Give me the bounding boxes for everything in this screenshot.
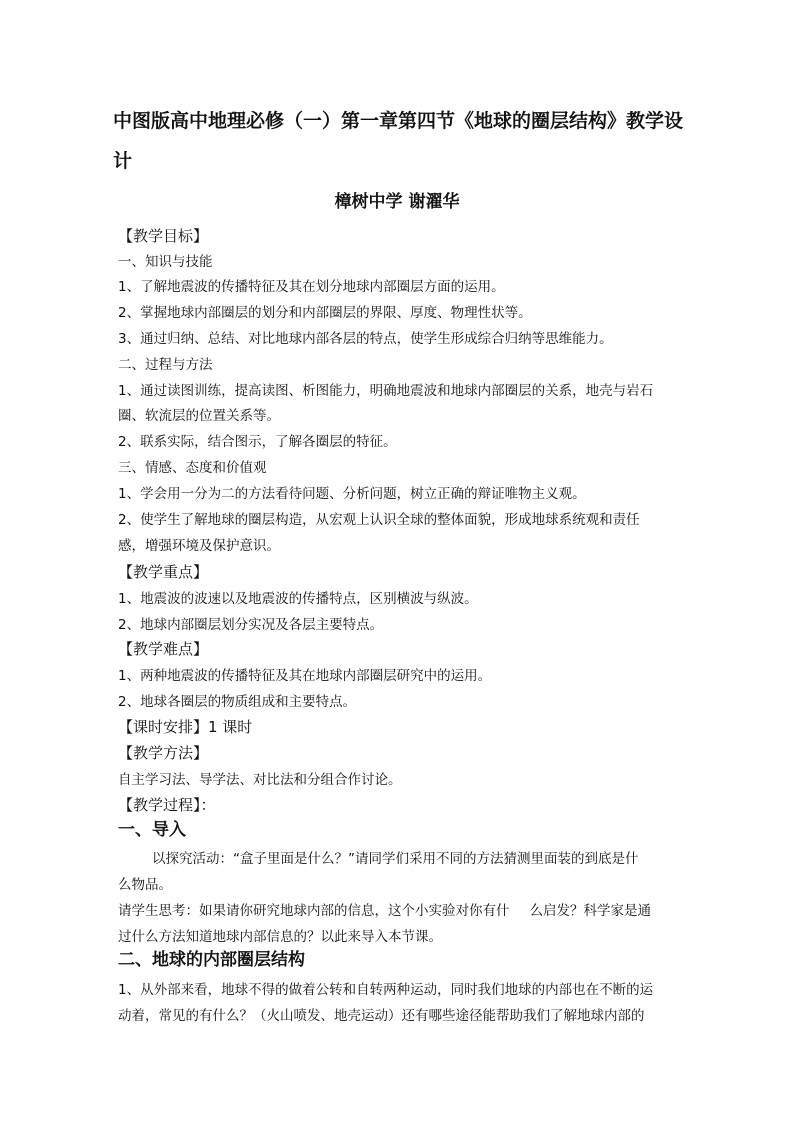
list-item: 1、地震波的波速以及地震波的传播特点，区别横波与纵波。 [118,591,478,607]
list-item: 3、通过归纳、总结、对比地球内部各层的特点，使学生形成综合归纳等思维能力。 [118,331,613,347]
subheading-knowledge: 一、知识与技能 [118,254,213,270]
subheading-inner-structure: 二、地球的内部圈层结构 [118,950,305,970]
paragraph-fragment: 么启发？科学家是通 [529,903,651,919]
list-item: 2、掌握地球内部圈层的划分和内部圈层的界限、厚度、物理性状等。 [118,305,532,321]
list-item: 2、使学生了解地球的圈层构造，从宏观上认识全球的整体面貌，形成地球系统观和责任 [118,512,640,528]
subheading-process: 二、过程与方法 [118,357,213,373]
section-heading-objectives: 【教学目标】 [118,227,209,245]
paragraph-line: 过什么方法知道地球内部信息的？以此来导入本节课。 [118,929,442,945]
methods-text: 自主学习法、导学法、对比法和分组合作讨论。 [118,772,402,788]
paragraph-line: 以探究活动：“盒子里面是什么？”请同学们采用不同的方法猜测里面装的到底是什 [152,851,639,867]
section-heading-process: 【教学过程】： [118,796,216,814]
list-item: 2、地球各圈层的物质组成和主要特点。 [118,694,357,710]
subheading-values: 三、情感、态度和价值观 [118,460,267,476]
list-item-continued: 感，增强环境及保护意识。 [118,538,280,554]
list-item: 2、地球内部圈层划分实况及各层主要特点。 [118,617,384,633]
list-item: 2、联系实际，结合图示，了解各圈层的特征。 [118,434,397,450]
section-heading-methods: 【教学方法】 [118,744,209,762]
document-title: 中图版高中地理必修（一）第一章第四节《地球的圈层结构》教学设计 [113,110,684,172]
list-item: 1、两种地震波的传播特征及其在地球内部圈层研究中的运用。 [118,668,492,684]
section-heading-key-points: 【教学重点】 [118,563,209,581]
list-item: 1、了解地震波的传播特征及其在划分地球内部圈层方面的运用。 [118,279,505,295]
paragraph-line: 1、从外部来看，地球不得的做着公转和自转两种运动，同时我们地球的内部也在不断的运 [118,982,654,998]
list-item-continued: 圈、软流层的位置关系等。 [118,408,280,424]
section-heading-schedule: 【课时安排】1 课时 [118,718,253,736]
list-item: 1、通过读图训练，提高读图、析图能力，明确地震波和地球内部圈层的关系，地壳与岩石 [118,383,654,399]
section-heading-difficulties: 【教学难点】 [118,640,209,658]
paragraph-line [118,902,688,920]
subheading-introduction: 一、导入 [118,820,186,840]
paragraph-line: 动着，常见的有什么？（火山喷发、地壳运动）还有哪些途径能帮助我们了解地球内部的 [118,1008,645,1024]
paragraph-fragment: 请学生思考：如果请你研究地球内部的信息，这个小实验对你有什 [118,903,510,919]
author-line: 樟树中学 谢濯华 [334,192,460,212]
paragraph-line: 么物品。 [118,877,172,893]
list-item: 1、学会用一分为二的方法看待问题、分析问题，树立正确的辩证唯物主义观。 [118,486,586,502]
